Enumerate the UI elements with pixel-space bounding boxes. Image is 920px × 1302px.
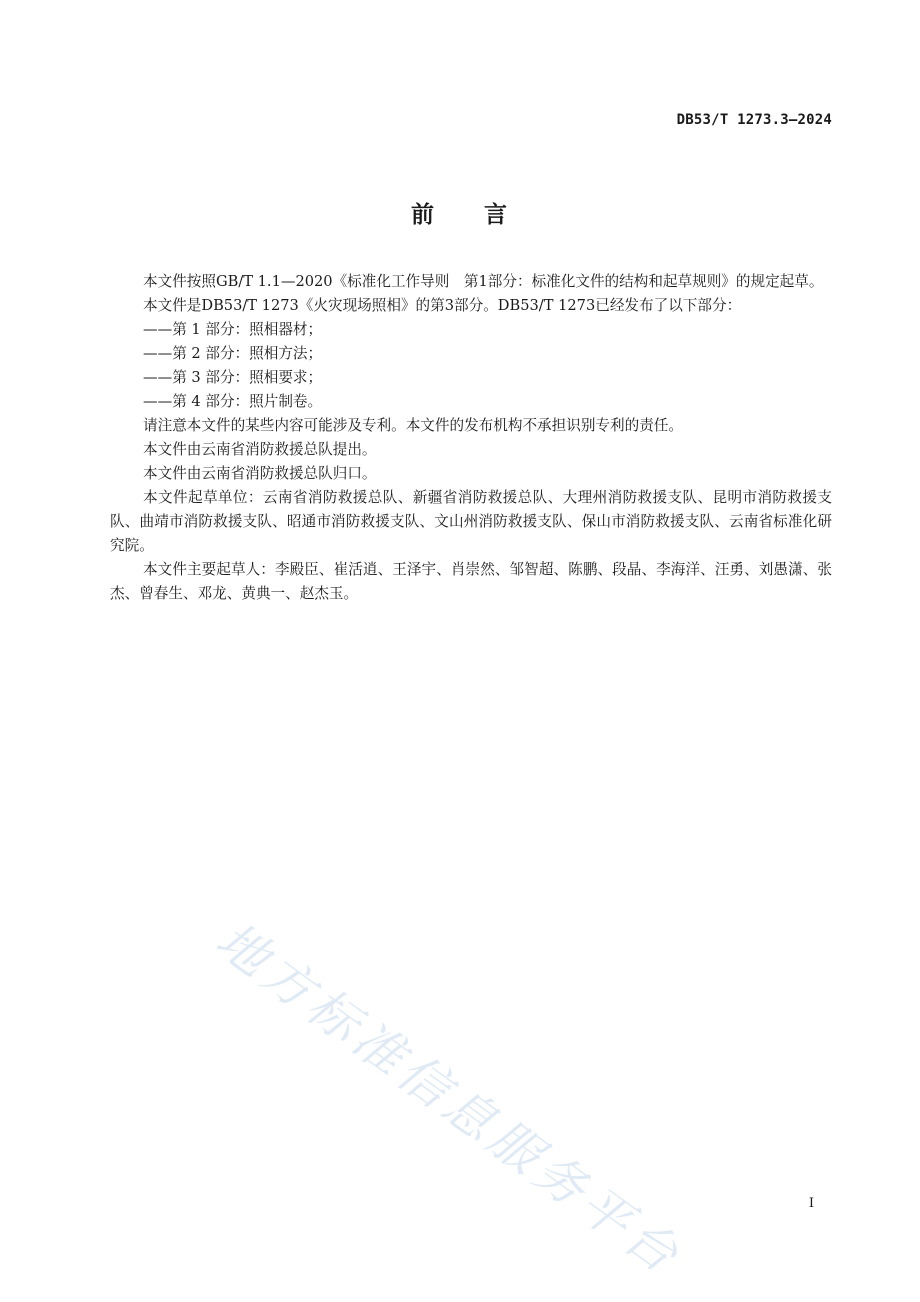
- paragraph-drafters: 本文件主要起草人：李殿臣、崔活逍、王泽宇、肖崇然、邹智超、陈鹏、段晶、李海洋、汪勇、刘愚潇、张杰、曾春生、邓龙、黄典一、赵杰玉。: [110, 561, 832, 602]
- document-code: DB53/T 1273.3—2024: [676, 112, 832, 128]
- page-title-char-1: 前: [411, 202, 436, 228]
- foreword-body: [110, 270, 832, 606]
- paragraph-part-info: 本文件是DB53/T 1273《火灾现场照相》的第3部分。DB53/T 1273已经发布了以下部分：: [143, 297, 742, 314]
- list-item-part-3: ——第 3 部分：照相要求；: [143, 369, 323, 386]
- paragraph-drafting-units: 本文件起草单位：云南省消防救援总队、新疆省消防救援总队、大理州消防救援支队、昆明市消防救援支队、曲靖市消防救援支队、昭通市消防救援支队、文山州消防救援支队、保山市消防救援支队、云南省标准化研究院。: [110, 489, 832, 554]
- list-item-part-4: ——第 4 部分：照片制卷。: [143, 393, 323, 410]
- paragraph-proposer: 本文件由云南省消防救援总队提出。: [143, 441, 377, 458]
- list-item-part-1: ——第 1 部分：照相器材；: [143, 321, 323, 338]
- paragraph-patent-notice: 请注意本文件的某些内容可能涉及专利。本文件的发布机构不承担识别专利的责任。: [143, 417, 683, 434]
- page-title-char-2: 言: [484, 202, 509, 228]
- page-number: I: [808, 1196, 814, 1211]
- paragraph-drafting-basis: 本文件按照GB/T 1.1—2020《标准化工作导则 第1部分：标准化文件的结构和起草规则》的规定起草。: [143, 273, 824, 290]
- list-item-part-2: ——第 2 部分：照相方法；: [143, 345, 323, 362]
- watermark: 地方标准信息服务平台: [205, 910, 693, 1287]
- page-title: [0, 196, 920, 229]
- paragraph-administrator: 本文件由云南省消防救援总队归口。: [143, 465, 377, 482]
